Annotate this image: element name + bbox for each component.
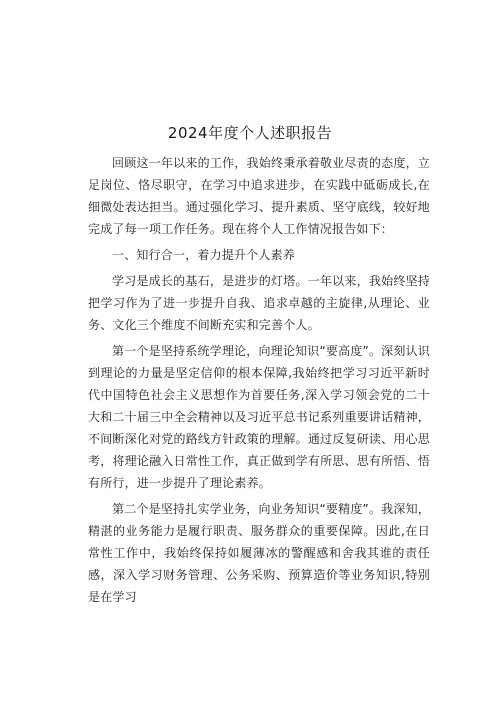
document-body [88,152,430,612]
section-heading: 一、知行合一，着力提升个人素养 [112,248,296,262]
body-paragraph: 第一个是坚持系统学理论，向理论知识“要高度”。深刻认识到理论的力量是坚定信仰的根本保障,我始终把学习习近平新时代中国特色社会主义思想作为首要任务,深入学习领会党的二十大和二十届三中全会精神以及习近平总书记系列重要讲话精神，不间断深化对党的路线方针政策的理解。通过反复研读、用心思考，将理论融入日常性工作，真正做到学有所思、思有所悟、悟有所行，进一步提升了理论素养。 [88,344,430,490]
document-title: 2024年度个人述职报告 [167,124,333,142]
body-paragraph: 学习是成长的基石，是进步的灯塔。一年以来，我始终坚持把学习作为了进一步提升自我、追求卓越的主旋律,从理论、业务、文化三个维度不间断充实和完善个人。 [88,274,430,332]
intro-paragraph: 回顾这一年以来的工作，我始终秉承着敬业尽责的态度，立足岗位、恪尽职守，在学习中追求进步，在实践中砥砺成长,在细微处表达担当。通过强化学习、提升素质、坚守底线，较好地完成了每一项工作任务。现在将个人工作情况报告如下： [88,156,430,236]
body-paragraph: 第二个是坚持扎实学业务，向业务知识“要精度”。我深知，精湛的业务能力是履行职责、服务群众的重要保障。因此,在日常性工作中，我始终保持如履薄冰的警醒感和舍我其谁的责任感，深入学习财务管理、公务采购、预算造价等业务知识,特别是在学习 [88,502,430,604]
